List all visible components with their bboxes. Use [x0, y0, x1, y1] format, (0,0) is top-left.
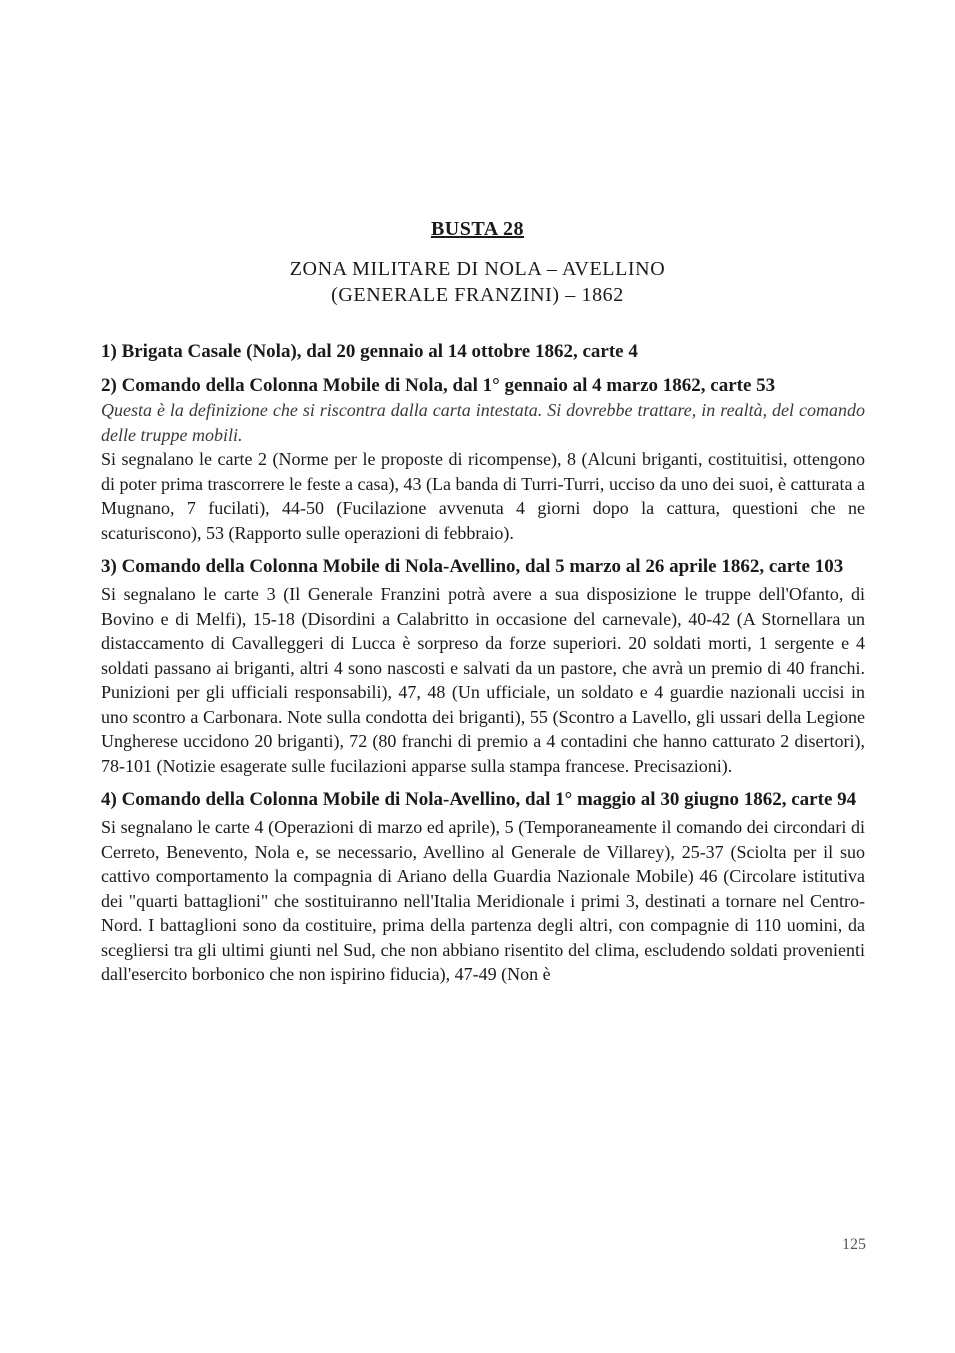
section-2: [101, 374, 865, 545]
section-heading: 2) Comando della Colonna Mobile di Nola, dal 1° gennaio al 4 marzo 1862, carte 53: [101, 375, 776, 396]
document-body: [101, 340, 865, 997]
section-heading: 4) Comando della Colonna Mobile di Nola-Avellino, dal 1° maggio al 30 giugno 1862, carte 94: [101, 789, 857, 810]
section-heading: 3) Comando della Colonna Mobile di Nola-Avellino, dal 5 marzo al 26 aprile 1862, carte 103: [101, 556, 844, 577]
subtitle-line-1: ZONA MILITARE DI NOLA – AVELLINO: [289, 258, 666, 280]
section-note: Questa è la definizione che si riscontra dalla carta intestata. Si dovrebbe trattare, in realtà, del comando delle truppe mobili.: [101, 400, 865, 445]
section-4: [101, 788, 865, 987]
section-3: [101, 555, 865, 778]
section-body: Si segnalano le carte 4 (Operazioni di marzo ed aprile), 5 (Temporaneamente il comando dei circondari di Cerreto, Benevento, Nola e, se necessario, Avellino al Generale de Villarey), 25-37 (Sciolta per il suo cattivo comportamento la compagnia di Ariano della Guardia Nazionale Mobile) 46 (Circolare istitutiva dei "quarti battaglioni" che sostituiranno nell'Italia Meridionale i primi 3, destinati a tornare nel Centro-Nord. I battaglioni sono da costituire, prima della partenza degli altri, con compagnie di 110 uomini, da scegliersi tra gli ultimi giunti nel Sud, che non abbiano risentito del clima, escludendo soldati provenienti dall'esercito borbonico che non ispirino fiducia), 47-49 (Non è: [101, 817, 865, 984]
section-body: Si segnalano le carte 3 (Il Generale Franzini potrà avere a sua disposizione le truppe dell'Ofanto, di Bovino e di Melfi), 15-18 (Disordini a Calabritto in occasione del carnevale), 40-42 (A Stornellara un distaccamento di Cavalleggeri di Lucca è sorpreso da forze superiori. 20 soldati morti, 1 sergente e 4 soldati passano ai briganti, altri 4 sono nascosti e salvati da un pastore, che avrà un premio di 40 franchi. Punizioni per gli ufficiali responsabili), 47, 48 (Un ufficiale, un soldato e 4 guardie nazionali uccisi in uno scontro a Carbonara. Note sulla condotta dei briganti), 55 (Scontro a Lavello, gli ussari della Legione Ungherese uccidono 20 briganti), 72 (80 franchi di premio a 4 contadini che hanno catturato 2 disertori), 78-101 (Notizie esagerate sulle fucilazioni apparse sulla stampa francese. Precisazioni).: [101, 584, 865, 776]
page-number: 125: [842, 1236, 866, 1253]
section-1: [101, 340, 865, 364]
section-heading: 1) Brigata Casale (Nola), dal 20 gennaio al 14 ottobre 1862, carte 4: [101, 341, 638, 362]
section-body: Si segnalano le carte 2 (Norme per le proposte di ricompense), 8 (Alcuni briganti, costituitisi, ottengono di poter prima trascorrere le feste a casa), 43 (La banda di Turri-Turri, ucciso da uno dei suoi, è catturata a Mugnano, 7 fucilati), 44-50 (Fucilazione avvenuta 4 giorni dopo la cattura, questioni che ne scaturiscono), 53 (Rapporto sulle operazioni di febbraio).: [101, 449, 865, 543]
page-title: BUSTA 28: [430, 218, 525, 240]
subtitle-line-2: (GENERALE FRANZINI) – 1862: [331, 284, 624, 306]
